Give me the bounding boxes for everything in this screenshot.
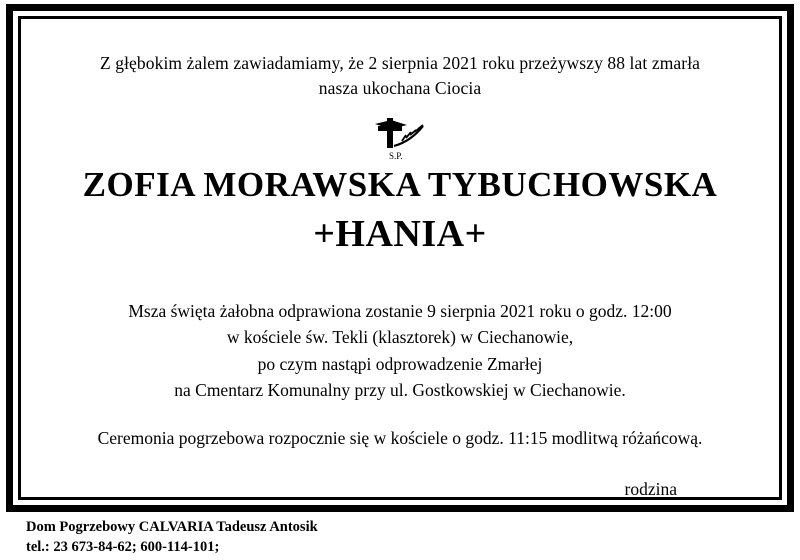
mourning-frame-gap [13, 11, 787, 505]
deceased-nickname: +HANIA+ [313, 213, 487, 256]
funeral-home-phone: tel.: 23 673-84-62; 600-114-101; [26, 538, 220, 555]
signature-text: rodzina [624, 479, 677, 500]
mourning-frame-outer [6, 4, 794, 512]
rosary-note: Ceremonia pogrzebowa rozpocznie się w kościele o godz. 11:15 modlitwą różańcową. [97, 428, 703, 449]
svg-text:S.P.: S.P. [389, 150, 403, 161]
obituary-content [21, 19, 779, 500]
intro-line-1: Z głębokim żalem zawiadamiamy, że 2 sierpnia 2021 roku przeżywszy 88 lat zmarła [99, 53, 701, 73]
ceremony-line: po czym nastąpi odprowadzenie Zmarłej [257, 353, 543, 374]
intro-line-2: nasza ukochana Ciocia [318, 78, 482, 99]
cross-with-palm-branch-icon [360, 116, 440, 162]
funeral-home-footer [26, 518, 766, 557]
mourning-frame-inner-rule [18, 16, 782, 500]
deceased-name: ZOFIA MORAWSKA TYBUCHOWSKA [82, 164, 718, 204]
ceremony-line: Msza święta żałobna odprawiona zostanie 9 sierpnia 2021 roku o godz. 12:00 [128, 301, 672, 322]
ceremony-details [128, 298, 671, 403]
intro-text [100, 51, 700, 102]
funeral-home-name: Dom Pogrzebowy CALVARIA Tadeusz Antosik [26, 519, 318, 535]
ceremony-line: w kościele św. Tekli (klasztorek) w Ciechanowie, [226, 327, 574, 348]
ceremony-line: na Cmentarz Komunalny przy ul. Gostkowskiej w Ciechanowie. [174, 379, 626, 400]
